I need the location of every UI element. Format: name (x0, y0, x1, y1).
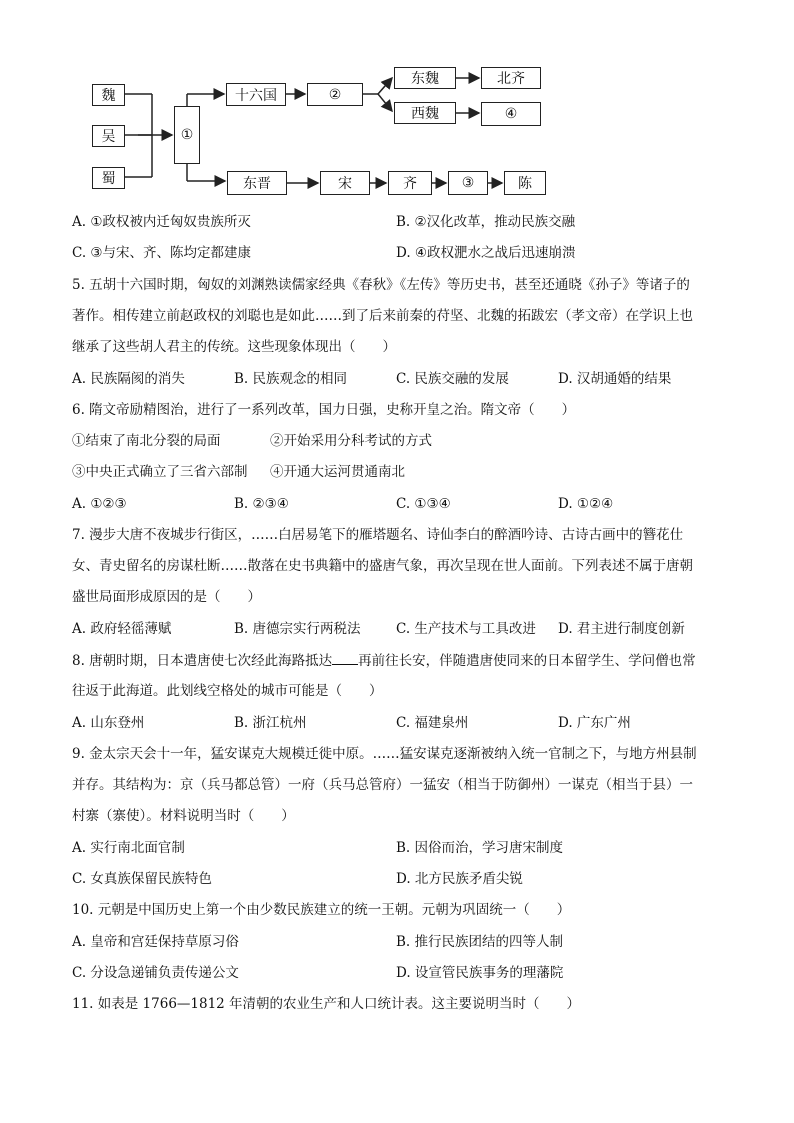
q7-option-a[interactable]: A. 政府轻徭薄赋 (72, 621, 172, 637)
box-wei (92, 84, 125, 106)
box-sixteen-kingdoms (226, 83, 286, 106)
q7-stem-line-3: 盛世局面形成原因的是（ ） (72, 589, 261, 605)
q9-option-c[interactable]: C. 女真族保留民族特色 (72, 871, 212, 887)
box-west-wei (394, 102, 456, 124)
box-shu (92, 167, 125, 189)
q7-stem-line-2: 女、青史留名的房谋杜断……散落在史书典籍中的盛唐气象，再次呈现在世人面前。下列表述不属于唐朝 (72, 558, 693, 574)
q11-stem: 11. 如表是 1766—1812 年清朝的农业生产和人口统计表。这主要说明当时（ ） (72, 996, 581, 1012)
q9-option-d[interactable]: D. 北方民族矛盾尖锐 (396, 871, 523, 887)
q6-option-b[interactable]: B. ②③④ (234, 496, 289, 512)
box-wu-label: 吴 (101, 129, 116, 145)
box-n3-label: ③ (461, 175, 475, 191)
q6-statement-4: ④开通大运河贯通南北 (270, 464, 405, 480)
box-east-jin (227, 171, 287, 195)
box-n1 (174, 106, 200, 164)
q10-option-d[interactable]: D. 设宣管民族事务的理藩院 (396, 965, 564, 981)
box-sixteen-label: 十六国 (235, 87, 277, 104)
box-n4 (481, 102, 541, 126)
q8-option-c[interactable]: C. 福建泉州 (396, 715, 469, 731)
q7-stem-line-1: 7. 漫步大唐不夜城步行街区，……白居易笔下的雁塔题名、诗仙李白的醉酒吟诗、古诗古画中的簪花仕 (72, 527, 684, 543)
q5-option-d[interactable]: D. 汉胡通婚的结果 (558, 371, 672, 387)
box-east-jin-label: 东晋 (243, 176, 271, 192)
q7-option-d[interactable]: D. 君主进行制度创新 (558, 621, 685, 637)
box-n4-label: ④ (504, 106, 518, 122)
q5-option-a[interactable]: A. 民族隔阂的消失 (72, 371, 185, 387)
box-chen (504, 171, 546, 195)
q8-blank (332, 650, 358, 665)
box-n2-label: ② (328, 86, 342, 103)
q6-option-c[interactable]: C. ①③④ (396, 496, 451, 512)
q9-option-b[interactable]: B. 因俗而治，学习唐宋制度 (396, 840, 564, 856)
q5-stem-line-1: 5. 五胡十六国时期，匈奴的刘渊熟读儒家经典《春秋》《左传》等历史书，甚至还通晓《孙子》等诸子的 (72, 277, 690, 293)
q8-stem-part-2: 再前往长安，伴随遣唐使同来的日本留学生、学问僧也常 (358, 653, 696, 669)
q4-option-b[interactable]: B. ②汉化改革，推动民族交融 (396, 214, 576, 230)
q5-stem-line-3: 继承了这些胡人君主的传统。这些现象体现出（ ） (72, 339, 396, 355)
box-wu (92, 125, 125, 147)
dynasty-flow-diagram (0, 0, 794, 210)
q6-stem: 6. 隋文帝励精图治，进行了一系列改革，国力日强，史称开皇之治。隋文帝（ ） (72, 402, 576, 418)
box-song (320, 171, 370, 195)
q5-option-b[interactable]: B. 民族观念的相同 (234, 371, 348, 387)
q8-stem-part-1: 8. 唐朝时期，日本遣唐使七次经此海路抵达 (72, 653, 333, 669)
box-east-wei-label: 东魏 (411, 71, 439, 87)
q4-option-c[interactable]: C. ③与宋、齐、陈均定都建康 (72, 245, 252, 261)
box-west-wei-label: 西魏 (411, 106, 439, 122)
q8-stem-line-2: 往返于此海道。此划线空格处的城市可能是（ ） (72, 683, 383, 699)
box-n1-label: ① (180, 127, 194, 143)
box-east-wei (394, 67, 456, 89)
box-n3 (448, 171, 488, 195)
box-chen-label: 陈 (518, 176, 532, 192)
q6-statement-2: ②开始采用分科考试的方式 (270, 433, 432, 449)
q8-option-d[interactable]: D. 广东广州 (558, 715, 631, 731)
q10-option-b[interactable]: B. 推行民族团结的四等人制 (396, 934, 564, 950)
box-song-label: 宋 (338, 176, 352, 192)
box-qi (388, 171, 432, 195)
box-qi-label: 齐 (403, 176, 417, 192)
box-shu-label: 蜀 (101, 171, 116, 187)
box-n2 (307, 83, 363, 106)
q10-stem: 10. 元朝是中国历史上第一个由少数民族建立的统一王朝。元朝为巩固统一（ ） (72, 902, 571, 918)
q9-stem-line-3: 村寨（寨使）。材料说明当时（ ） (72, 808, 295, 824)
q5-stem-line-2: 著作。相传建立前赵政权的刘聪也是如此……到了后来前秦的苻坚、北魏的拓跋宏（孝文帝）在学识上也 (72, 308, 693, 324)
q6-option-a[interactable]: A. ①②③ (72, 496, 127, 512)
q4-option-d[interactable]: D. ④政权淝水之战后迅速崩溃 (396, 245, 576, 261)
q5-option-c[interactable]: C. 民族交融的发展 (396, 371, 509, 387)
q8-stem-line-1 (72, 650, 696, 671)
q10-option-c[interactable]: C. 分设急递铺负责传递公文 (72, 965, 239, 981)
box-north-qi-label: 北齐 (497, 71, 525, 87)
q9-stem-line-1: 9. 金太宗天会十一年，猛安谋克大规模迁徙中原。……猛安谋克逐渐被纳入统一官制之下，与地方州县制 (72, 746, 697, 762)
q8-option-a[interactable]: A. 山东登州 (72, 715, 145, 731)
q8-option-b[interactable]: B. 浙江杭州 (234, 715, 307, 731)
q7-option-c[interactable]: C. 生产技术与工具改进 (396, 621, 536, 637)
q9-option-a[interactable]: A. 实行南北面官制 (72, 840, 185, 856)
q10-option-a[interactable]: A. 皇帝和宫廷保持草原习俗 (72, 934, 239, 950)
box-north-qi (481, 67, 541, 89)
q6-option-d[interactable]: D. ①②④ (558, 496, 614, 512)
q9-stem-line-2: 并存。其结构为：京（兵马都总管）一府（兵马总管府）一猛安（相当于防御州）一谋克（相当于县）一 (72, 777, 693, 793)
q6-statement-1: ①结束了南北分裂的局面 (72, 433, 221, 449)
box-wei-label: 魏 (101, 88, 116, 104)
q7-option-b[interactable]: B. 唐德宗实行两税法 (234, 621, 361, 637)
q6-statement-3: ③中央正式确立了三省六部制 (72, 464, 248, 480)
q4-option-a[interactable]: A. ①政权被内迁匈奴贵族所灭 (72, 214, 251, 230)
